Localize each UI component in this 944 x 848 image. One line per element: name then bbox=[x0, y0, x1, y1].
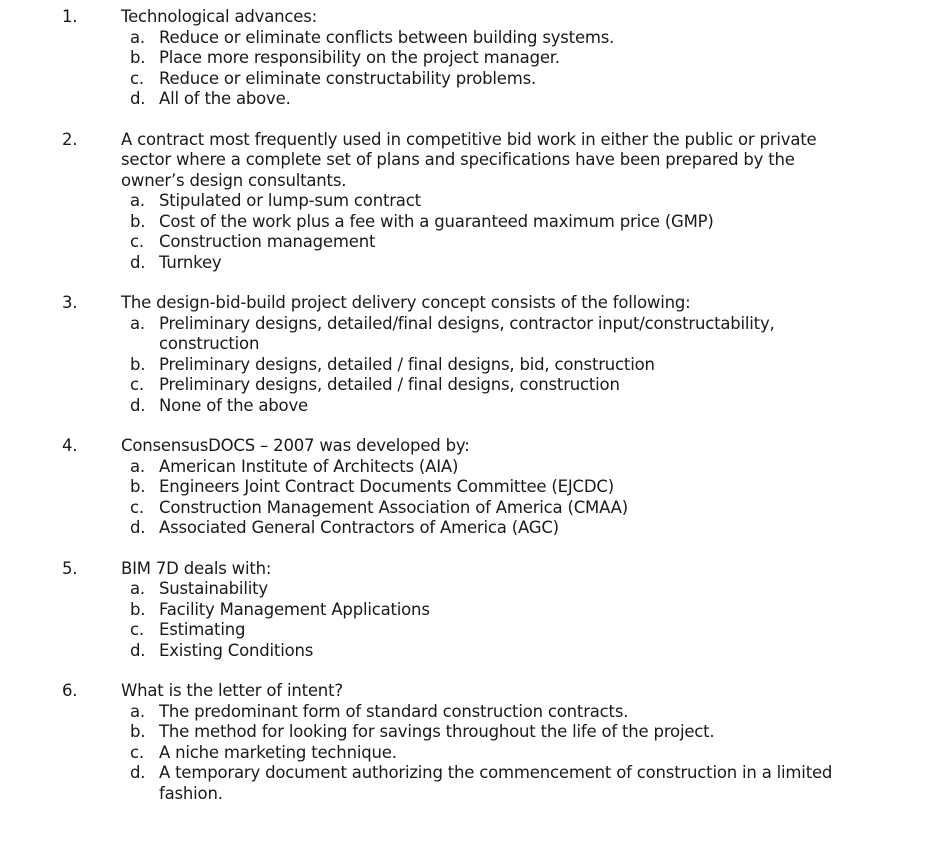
option-c bbox=[130, 620, 849, 641]
option-d bbox=[130, 395, 849, 417]
option-c bbox=[130, 232, 849, 253]
option-d bbox=[130, 763, 849, 804]
option-text: Facility Management Applications bbox=[159, 599, 430, 619]
option-d bbox=[130, 518, 849, 539]
option-letter: d. bbox=[130, 89, 146, 108]
question-3 bbox=[0, 293, 944, 416]
option-letter: a. bbox=[130, 27, 145, 47]
option-letter: b. bbox=[130, 48, 146, 67]
option-letter: b. bbox=[130, 211, 146, 231]
option-b bbox=[130, 211, 849, 233]
question-text: BIM 7D deals with: bbox=[121, 558, 272, 578]
option-text: Associated General Contractors of America (AGC) bbox=[159, 518, 559, 537]
option-list bbox=[0, 702, 944, 805]
question-5 bbox=[0, 559, 944, 662]
option-text: Estimating bbox=[159, 620, 246, 639]
option-letter: a. bbox=[130, 313, 145, 333]
option-list bbox=[0, 579, 944, 661]
option-text: American Institute of Architects (AIA) bbox=[159, 456, 459, 476]
option-b bbox=[130, 599, 849, 621]
option-a bbox=[130, 27, 849, 49]
option-text: Reduce or eliminate conflicts between building systems. bbox=[159, 27, 615, 47]
question-number: 3. bbox=[62, 293, 78, 312]
option-text: Preliminary designs, detailed / final designs, construction bbox=[159, 375, 620, 394]
option-d bbox=[130, 252, 849, 274]
option-letter: d. bbox=[130, 252, 146, 272]
option-list bbox=[0, 28, 944, 110]
option-letter: c. bbox=[130, 375, 144, 394]
question-6 bbox=[0, 681, 944, 804]
option-letter: c. bbox=[130, 620, 144, 639]
option-c bbox=[130, 68, 849, 90]
question-text: What is the letter of intent? bbox=[121, 681, 343, 700]
option-letter: b. bbox=[130, 722, 146, 741]
option-text: Preliminary designs, detailed / final designs, bid, construction bbox=[159, 354, 655, 374]
option-text: Cost of the work plus a fee with a guaranteed maximum price (GMP) bbox=[159, 211, 714, 231]
option-letter: a. bbox=[130, 579, 145, 598]
question-2 bbox=[0, 130, 944, 274]
option-b bbox=[130, 722, 849, 743]
option-letter: b. bbox=[130, 354, 146, 374]
option-letter: d. bbox=[130, 395, 146, 415]
question-number: 6. bbox=[62, 681, 78, 700]
option-letter: d. bbox=[130, 763, 146, 782]
question-text: The design-bid-build project delivery concept consists of the following: bbox=[121, 293, 691, 312]
option-a bbox=[130, 579, 849, 600]
option-letter: a. bbox=[130, 191, 145, 210]
option-letter: a. bbox=[130, 701, 145, 721]
question-text: A contract most frequently used in competitive bid work in either the public or private sector where a complete set of plans and specifications have been prepared by the owner’s design consultants. bbox=[121, 129, 817, 190]
option-text: A niche marketing technique. bbox=[159, 742, 397, 762]
question-1 bbox=[0, 7, 944, 110]
question-text: ConsensusDOCS – 2007 was developed by: bbox=[121, 436, 470, 455]
option-a bbox=[130, 701, 849, 723]
option-d bbox=[130, 89, 849, 110]
option-text: Turnkey bbox=[159, 252, 222, 272]
option-text: Stipulated or lump-sum contract bbox=[159, 191, 421, 210]
option-text: Engineers Joint Contract Documents Committee (EJCDC) bbox=[159, 477, 614, 496]
option-a bbox=[130, 313, 849, 355]
option-text: None of the above bbox=[159, 395, 308, 415]
quiz-document bbox=[0, 7, 944, 824]
question-number: 1. bbox=[62, 7, 78, 26]
question-4 bbox=[0, 436, 944, 539]
option-letter: b. bbox=[130, 477, 146, 496]
option-letter: b. bbox=[130, 599, 146, 619]
option-c bbox=[130, 375, 849, 396]
option-text: Preliminary designs, detailed/final designs, contractor input/constructability, construction bbox=[159, 313, 775, 353]
option-text: The method for looking for savings throughout the life of the project. bbox=[159, 722, 715, 741]
option-text: Place more responsibility on the project manager. bbox=[159, 48, 560, 67]
option-letter: d. bbox=[130, 640, 146, 660]
option-list bbox=[0, 314, 944, 417]
option-d bbox=[130, 640, 849, 662]
option-text: Sustainability bbox=[159, 579, 268, 598]
option-b bbox=[130, 354, 849, 376]
option-a bbox=[130, 191, 849, 212]
option-b bbox=[130, 48, 849, 69]
question-number: 2. bbox=[62, 129, 78, 149]
option-c bbox=[130, 742, 849, 764]
option-text: A temporary document authorizing the commencement of construction in a limited fashion. bbox=[159, 763, 833, 803]
option-text: All of the above. bbox=[159, 89, 291, 108]
question-number: 5. bbox=[62, 558, 78, 578]
option-b bbox=[130, 477, 849, 498]
option-letter: c. bbox=[130, 497, 144, 517]
option-list bbox=[0, 457, 944, 539]
option-list bbox=[0, 191, 944, 273]
option-text: Construction Management Association of America (CMAA) bbox=[159, 497, 628, 517]
option-text: Reduce or eliminate constructability problems. bbox=[159, 68, 537, 88]
option-letter: c. bbox=[130, 68, 144, 88]
option-text: Existing Conditions bbox=[159, 640, 314, 660]
question-text: Technological advances: bbox=[121, 7, 317, 26]
option-c bbox=[130, 497, 849, 519]
option-letter: a. bbox=[130, 456, 145, 476]
option-text: The predominant form of standard construction contracts. bbox=[159, 701, 629, 721]
option-letter: c. bbox=[130, 232, 144, 251]
option-text: Construction management bbox=[159, 232, 376, 251]
question-number: 4. bbox=[62, 436, 78, 455]
option-letter: c. bbox=[130, 742, 144, 762]
option-a bbox=[130, 456, 849, 478]
option-letter: d. bbox=[130, 518, 146, 537]
